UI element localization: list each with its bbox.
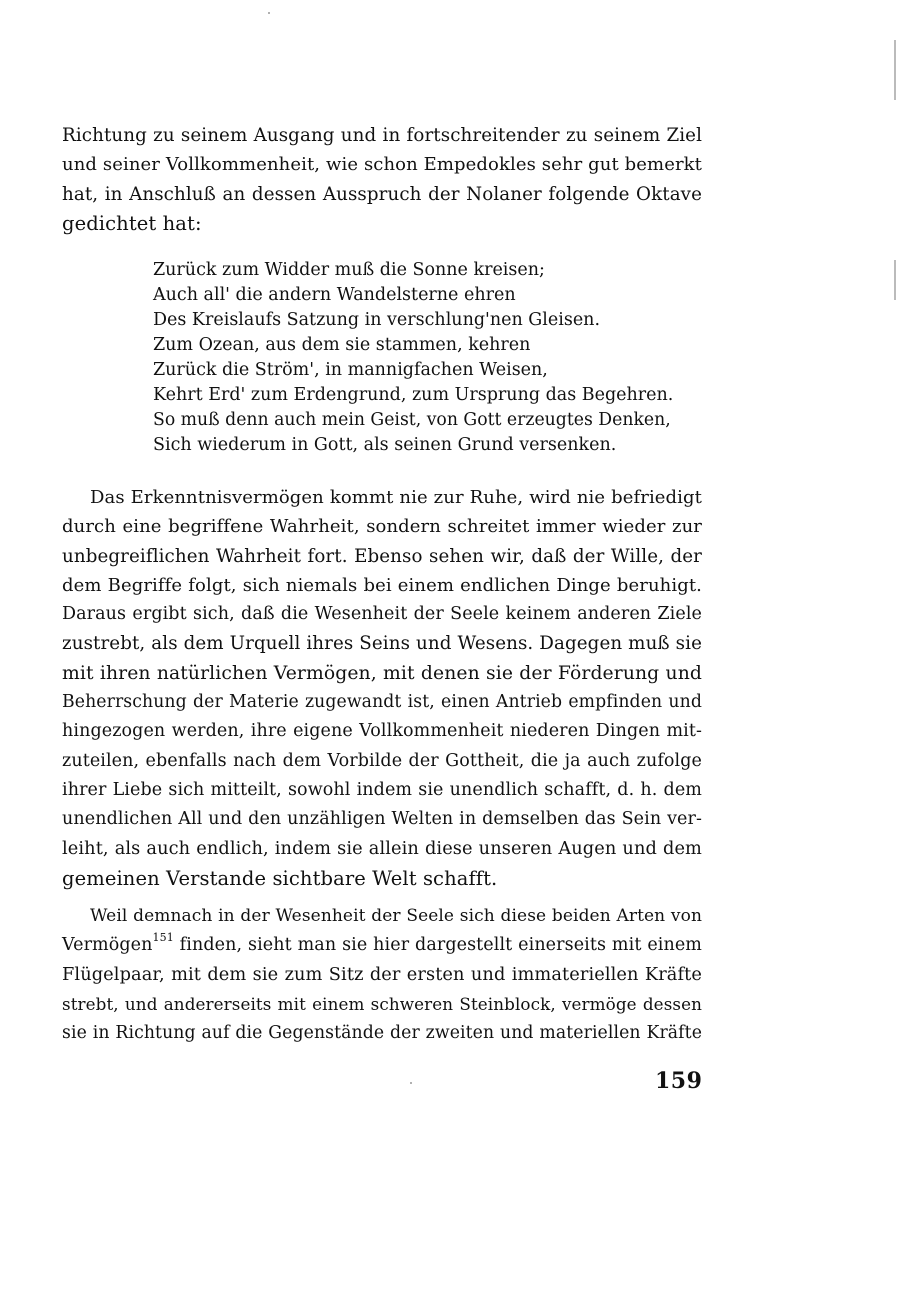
text-line: und seiner Vollkommenheit, wie schon Empedokles sehr gut bemerkt xyxy=(62,154,702,176)
poem-line: So muß denn auch mein Geist, von Gott erzeugtes Denken, xyxy=(153,410,671,430)
paragraph-3 xyxy=(62,902,702,1048)
text-fragment: Vermögen xyxy=(62,935,153,956)
text-line: durch eine begriffene Wahrheit, sondern schreitet immer wieder zur xyxy=(62,516,702,538)
poem-line: Zum Ozean, aus dem sie stammen, kehren xyxy=(153,335,531,355)
text-line: gemeinen Verstande sichtbare Welt schafft. xyxy=(62,866,498,890)
text-line: zustrebt, als dem Urquell ihres Seins und Wesens. Dagegen muß sie xyxy=(62,633,702,655)
paragraph-1 xyxy=(62,121,702,238)
paragraph-2 xyxy=(62,483,702,893)
text-line-with-footnote xyxy=(62,931,702,960)
scan-speck xyxy=(268,12,270,14)
text-line: unbegreiflichen Wahrheit fort. Ebenso sehen wir, daß der Wille, der xyxy=(62,545,702,567)
text-line: Weil demnach in der Wesenheit der Seele sich diese beiden Arten von xyxy=(90,906,702,926)
poem-line: Sich wiederum in Gott, als seinen Grund versenken. xyxy=(153,435,617,455)
footnote-reference[interactable]: 151 xyxy=(152,931,174,945)
text-line: Das Erkenntnisvermögen kommt nie zur Ruhe, wird nie befriedigt xyxy=(90,487,702,508)
poem-stanza xyxy=(153,258,673,458)
text-line: ihrer Liebe sich mitteilt, sowohl indem sie unendlich schafft, d. h. dem xyxy=(62,779,702,800)
text-line: sie in Richtung auf die Gegenstände der zweiten und materiellen Kräfte xyxy=(62,1023,702,1044)
text-line: Richtung zu seinem Ausgang und in fortschreitender zu seinem Ziel xyxy=(62,125,702,146)
page-number: 159 xyxy=(655,1068,703,1094)
text-line: hat, in Anschluß an dessen Ausspruch der Nolaner folgende Oktave xyxy=(62,183,702,205)
poem-line: Des Kreislaufs Satzung in verschlung'nen Gleisen. xyxy=(153,310,601,330)
text-line: hingezogen werden, ihre eigene Vollkommenheit niederen Dingen mit- xyxy=(62,721,702,742)
poem-line: Kehrt Erd' zum Erdengrund, zum Ursprung das Begehren. xyxy=(153,385,674,405)
text-line: gedichtet hat: xyxy=(62,211,202,235)
text-line: leiht, als auch endlich, indem sie allein diese unseren Augen und dem xyxy=(62,838,702,859)
scan-speck xyxy=(410,1082,412,1084)
text-line: mit ihren natürlichen Vermögen, mit denen sie der Förderung und xyxy=(62,662,702,684)
text-line: zuteilen, ebenfalls nach dem Vorbilde der Gottheit, die ja auch zufolge xyxy=(62,750,702,771)
text-line: dem Begriffe folgt, sich niemals bei einem endlichen Dinge beruhigt. xyxy=(62,574,702,596)
text-line: strebt, und andererseits mit einem schweren Steinblock, vermöge dessen xyxy=(62,993,702,1014)
text-line: Daraus ergibt sich, daß die Wesenheit der Seele keinem anderen Ziele xyxy=(62,604,702,625)
text-line: unendlichen All und den unzähligen Welten in demselben das Sein ver- xyxy=(62,809,702,830)
text-fragment: finden, sieht man sie hier dargestellt einerseits mit einem xyxy=(173,935,702,956)
scan-edge-mark xyxy=(894,40,896,100)
text-line: Beherrschung der Materie zugewandt ist, einen Antrieb empfinden und xyxy=(62,692,702,713)
scan-edge-mark xyxy=(894,260,896,300)
text-line: Flügelpaar, mit dem sie zum Sitz der ersten und immateriellen Kräfte xyxy=(62,964,702,985)
poem-line: Auch all' die andern Wandelsterne ehren xyxy=(153,285,516,305)
poem-line: Zurück zum Widder muß die Sonne kreisen; xyxy=(153,260,545,280)
poem-line: Zurück die Ström', in mannigfachen Weisen, xyxy=(153,360,548,380)
